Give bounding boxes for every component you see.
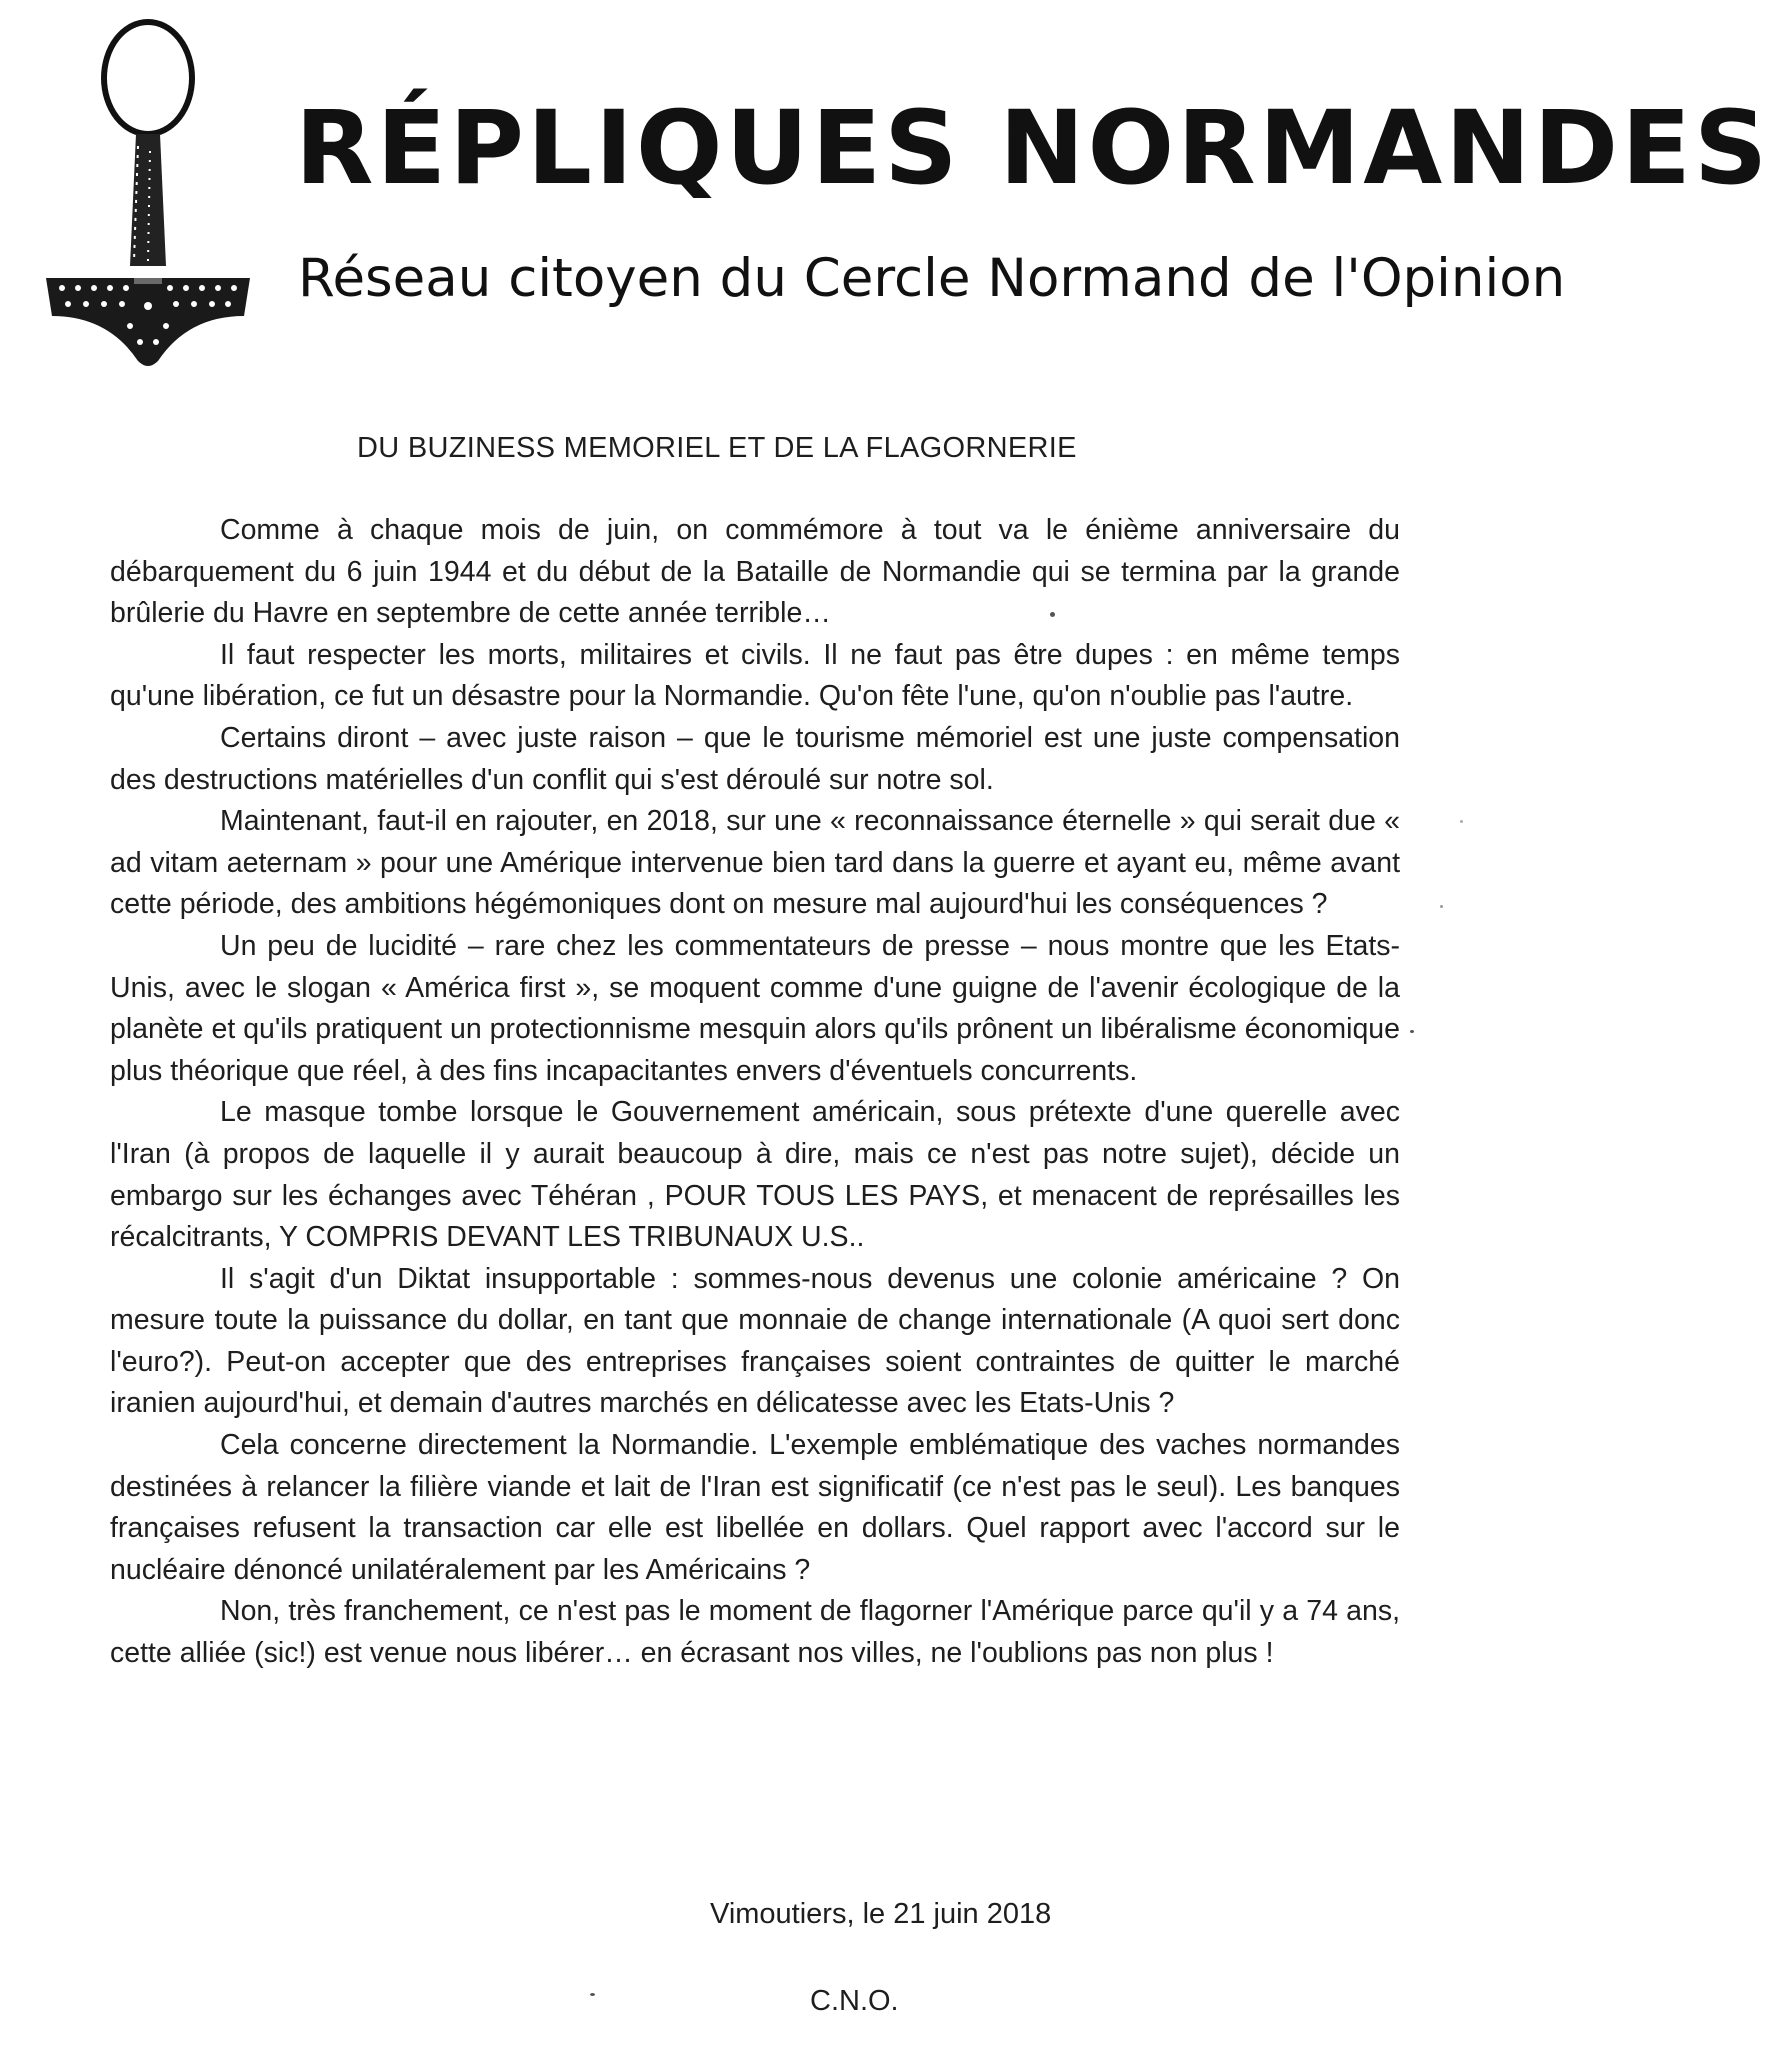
scan-speck bbox=[1050, 612, 1055, 617]
article-body bbox=[110, 510, 1400, 1675]
scan-speck bbox=[1460, 820, 1463, 823]
scan-speck bbox=[1410, 1030, 1414, 1033]
masthead-title: RÉPLIQUES NORMANDES bbox=[295, 89, 1770, 208]
paragraph: Non, très franchement, ce n'est pas le moment de flagorner l'Amérique parce qu'il y a 74 ans, cette alliée (sic!) est venue nous libérer… en écrasant nos villes, ne l'oublions pas non plus ! bbox=[110, 1595, 1400, 1670]
masthead-subtitle: Réseau citoyen du Cercle Normand de l'Opinion bbox=[298, 248, 1566, 309]
paragraph: Certains diront – avec juste raison – que le tourisme mémoriel est une juste compensation des destructions matérielles d'un conflit qui s'est déroulé sur notre sol. bbox=[110, 721, 1400, 796]
article-title: DU BUZINESS MEMORIEL ET DE LA FLAGORNERIE bbox=[357, 432, 1077, 464]
paragraph: Cela concerne directement la Normandie. L'exemple emblématique des vaches normandes destinées à relancer la filière viande et lait de l'Iran est significatif (ce n'est pas le seul). Les banques françaises refusent la transaction car elle est libellée en dollars. Quel rapport avec l'accord sur le nucléaire dénoncé unilatéralement par les Américains ? bbox=[110, 1429, 1400, 1586]
author-signature: C.N.O. bbox=[810, 1985, 899, 2017]
paragraph: Un peu de lucidité – rare chez les commentateurs de presse – nous montre que les Etats-Unis, avec le slogan « América first », se moquent comme d'une guigne de l'avenir écologique de la planète et qu'ils pratiquent un protectionnisme mesquin alors qu'ils prônent un libéralisme économique plus théorique que réel, à des fins incapacitantes envers d'éventuels concurrents. bbox=[110, 929, 1400, 1087]
paragraph: Comme à chaque mois de juin, on commémore à tout va le énième anniversaire du débarquement du 6 juin 1944 et du début de la Bataille de Normandie qui se termina par la grande brûlerie du Havre en septembre de cette année terrible… bbox=[110, 514, 1400, 630]
paragraph: Maintenant, faut-il en rajouter, en 2018, sur une « reconnaissance éternelle » qui serait due « ad vitam aeternam » pour une Amérique intervenue bien tard dans la guerre et ayant eu, même avant cette période, des ambitions hégémoniques dont on mesure mal aujourd'hui les conséquences ? bbox=[110, 805, 1400, 921]
paragraph: Il s'agit d'un Diktat insupportable : sommes-nous devenus une colonie américaine ? On mesure toute la puissance du dollar, en tant que monnaie de change internationale (A quoi sert donc l'euro?). Peut-on accepter que des entreprises françaises soient contraintes de quitter le marché iranien aujourd'hui, et demain d'autres marchés en délicatesse avec les Etats-Unis ? bbox=[110, 1262, 1400, 1420]
paragraph: Il faut respecter les morts, militaires et civils. Il ne faut pas être dupes : en même temps qu'une libération, ce fut un désastre pour la Normandie. Qu'on fête l'une, qu'on n'oublie pas l'autre. bbox=[110, 638, 1400, 713]
scan-speck bbox=[590, 1993, 595, 1996]
scan-speck bbox=[1440, 905, 1443, 908]
thors-hammer-pendant-icon bbox=[38, 16, 258, 376]
place-and-date: Vimoutiers, le 21 juin 2018 bbox=[710, 1898, 1052, 1930]
paragraph: Le masque tombe lorsque le Gouvernement américain, sous prétexte d'une querelle avec l'Iran (à propos de laquelle il y aurait beaucoup à dire, mais ce n'est pas notre sujet), décide un embargo sur les échanges avec Téhéran , POUR TOUS LES PAYS, et menacent de représailles les récalcitrants, Y COMPRIS DEVANT LES TRIBUNAUX U.S.. bbox=[110, 1096, 1400, 1254]
